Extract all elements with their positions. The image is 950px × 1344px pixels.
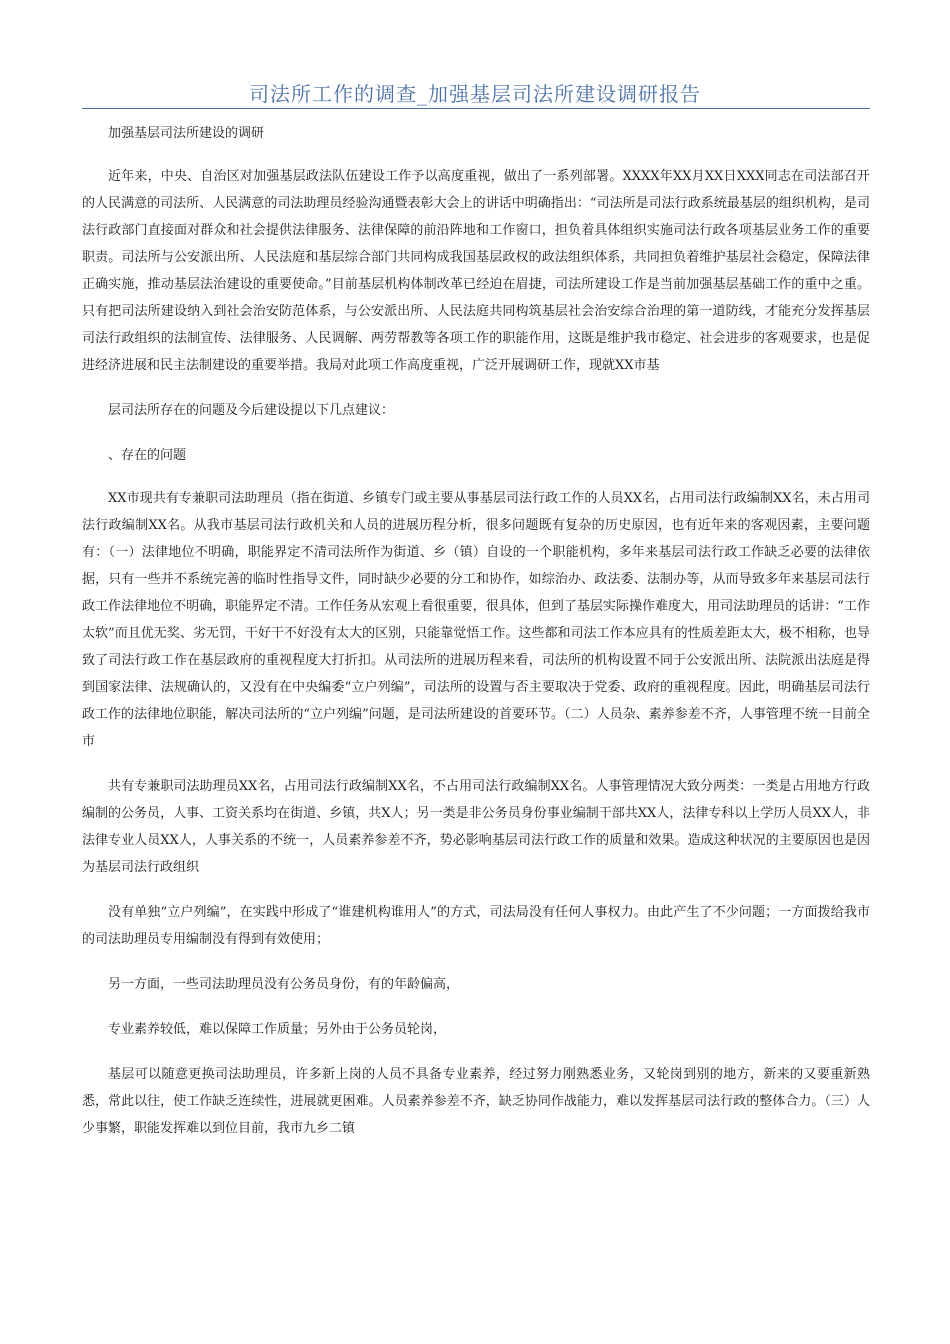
paragraph: 专业素养较低，难以保障工作质量；另外由于公务员轮岗， <box>108 1022 447 1037</box>
paragraph: 另一方面，一些司法助理员没有公务员身份，有的年龄偏高， <box>108 977 460 992</box>
section-subtitle: 加强基层司法所建设的调研 <box>108 126 265 141</box>
paragraph: 共有专兼职司法助理员XX名，占用司法行政编制XX名，不占用司法行政编制XX名。人事管理情况大致分两类：一类是占用地方行政编制的公务员，人事、工资关系均在街道、乡镇，共X人；另一类是非公务员身份事业编制干部共XX人，法律专科以上学历人员XX人，非法律专业人员XX人，人事关系的不统一，人员素养参差不齐，势必影响基层司法行政工作的质量和效果。造成这种状况的主要原因也是因为基层司法行政组织 <box>82 779 870 875</box>
paragraph: 层司法所存在的问题及今后建设提以下几点建议： <box>108 403 395 418</box>
title-underline <box>82 108 870 109</box>
document-body <box>82 120 870 1160</box>
paragraph: 没有单独“立户列编”，在实践中形成了“谁建机构谁用人”的方式，司法局没有任何人事权力。由此产生了不少问题；一方面拨给我市的司法助理员专用编制没有得到有效使用； <box>82 905 870 947</box>
document-title: 司法所工作的调查_加强基层司法所建设调研报告 <box>249 82 701 106</box>
paragraph: XX市现共有专兼职司法助理员（指在街道、乡镇专门或主要从事基层司法行政工作的人员XX名，占用司法行政编制XX名，未占用司法行政编制XX名。从我市基层司法行政机关和人员的进展历程分析，很多问题既有复杂的历史原因，也有近年来的客观因素，主要问题有：（一）法律地位不明确，职能界定不清司法所作为街道、乡（镇）自设的一个职能机构，多年来基层司法行政工作缺乏必要的法律依据，只有一些并不系统完善的临时性指导文件，同时缺少必要的分工和协作，如综治办、政法委、法制办等，从而导致多年来基层司法行政工作法律地位不明确，职能界定不清。工作任务从宏观上看很重要，很具体，但到了基层实际操作难度大，用司法助理员的话讲：“工作太软”而且优无奖、劣无罚，干好干不好没有太大的区别，只能靠觉悟工作。这些都和司法工作本应具有的性质差距太大，极不相称，也导致了司法行政工作在基层政府的重视程度大打折扣。从司法所的进展历程来看，司法所的机构设置不同于公安派出所、法院派出法庭是得到国家法律、法规确认的，又没有在中央编委“立户列编”，司法所的设置与否主要取决于党委、政府的重视程度。因此，明确基层司法行政工作的法律地位职能，解决司法所的“立户列编”问题，是司法所建设的首要环节。（二）人员杂、素养参差不齐，人事管理不统一目前全市 <box>82 491 870 749</box>
section-heading: 、存在的问题 <box>108 448 187 463</box>
paragraph: 近年来，中央、自治区对加强基层政法队伍建设工作予以高度重视，做出了一系列部署。XXXX年XX月XX日XXX同志在司法部召开的人民满意的司法所、人民满意的司法助理员经验沟通暨表彰大会上的讲话中明确指出：“司法所是司法行政系统最基层的组织机构，是司法行政部门直接面对群众和社会提供法律服务、法律保障的前沿阵地和工作窗口，担负着具体组织实施司法行政各项基层业务工作的重要职责。司法所与公安派出所、人民法庭和基层综合部门共同构成我国基层政权的政法组织体系，共同担负着维护基层社会稳定，保障法律正确实施，推动基层法治建设的重要使命。”目前基层机构体制改革已经迫在眉捷，司法所建设工作是当前加强基层基础工作的重中之重。只有把司法所建设纳入到社会治安防范体系，与公安派出所、人民法庭共同构筑基层社会治安综合治理的第一道防线，才能充分发挥基层司法行政组织的法制宣传、法律服务、人民调解、两劳帮教等各项工作的职能作用，这既是维护我市稳定、社会进步的客观要求，也是促进经济进展和民主法制建设的重要举措。我局对此项工作高度重视，广泛开展调研工作，现就XX市基 <box>82 169 870 373</box>
paragraph: 基层可以随意更换司法助理员，许多新上岗的人员不具备专业素养，经过努力刚熟悉业务，又轮岗到别的地方，新来的又要重新熟悉，常此以往，使工作缺乏连续性，进展就更困难。人员素养参差不齐，缺乏协同作战能力，难以发挥基层司法行政的整体合力。（三）人少事繁，职能发挥难以到位目前，我市九乡二镇 <box>82 1067 870 1136</box>
